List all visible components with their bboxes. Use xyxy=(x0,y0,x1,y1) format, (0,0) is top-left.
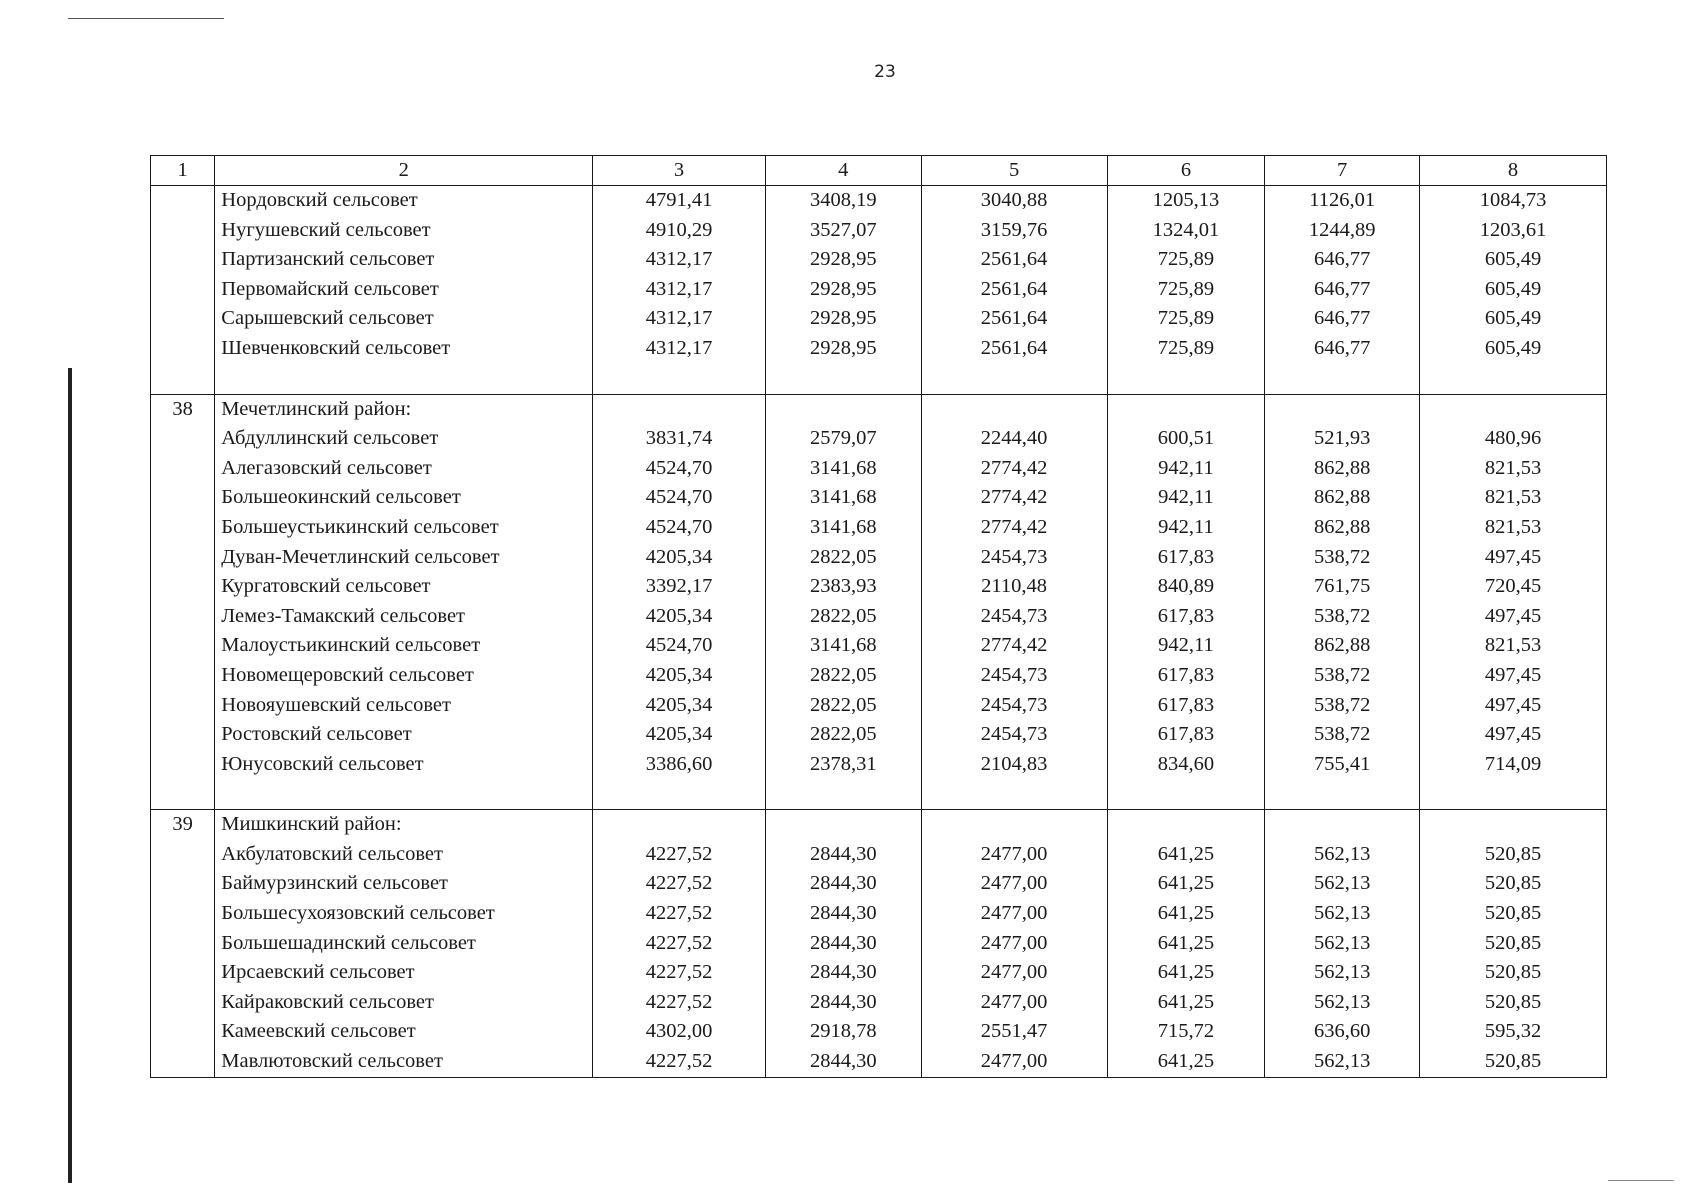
value-col-3: 3392,17 xyxy=(593,572,766,602)
spacer-cell xyxy=(1265,1077,1420,1078)
value-col-8: 497,45 xyxy=(1420,661,1607,691)
value-col-8: 821,53 xyxy=(1420,454,1607,484)
value-col-6: 942,11 xyxy=(1107,513,1265,543)
value-col-7: 1244,89 xyxy=(1265,216,1420,246)
empty-cell xyxy=(921,810,1107,840)
table-row xyxy=(151,572,1607,602)
value-col-3: 3386,60 xyxy=(593,750,766,780)
value-col-7: 562,13 xyxy=(1265,1047,1420,1077)
value-col-3: 4205,34 xyxy=(593,691,766,721)
value-col-5: 2477,00 xyxy=(921,869,1107,899)
value-col-4: 2844,30 xyxy=(765,899,921,929)
value-col-7: 646,77 xyxy=(1265,304,1420,334)
scan-artifact-left-edge xyxy=(68,368,72,1183)
value-col-5: 2774,42 xyxy=(921,483,1107,513)
value-col-5: 2551,47 xyxy=(921,1017,1107,1047)
settlement-name: Кургатовский сельсовет xyxy=(215,572,593,602)
value-col-6: 641,25 xyxy=(1107,958,1265,988)
value-col-3: 4524,70 xyxy=(593,631,766,661)
settlement-name: Алегазовский сельсовет xyxy=(215,454,593,484)
value-col-7: 562,13 xyxy=(1265,929,1420,959)
value-col-8: 605,49 xyxy=(1420,334,1607,364)
value-col-3: 4524,70 xyxy=(593,483,766,513)
spacer-cell xyxy=(1107,364,1265,395)
value-col-6: 617,83 xyxy=(1107,602,1265,632)
header-row xyxy=(151,156,1607,186)
settlement-name: Большеустьикинский сельсовет xyxy=(215,513,593,543)
table-row xyxy=(151,691,1607,721)
table-row xyxy=(151,454,1607,484)
spacer-cell xyxy=(215,779,593,810)
value-col-8: 497,45 xyxy=(1420,691,1607,721)
settlement-name: Камеевский сельсовет xyxy=(215,1017,593,1047)
value-col-8: 520,85 xyxy=(1420,899,1607,929)
spacer-cell xyxy=(1107,1077,1265,1078)
value-col-3: 4312,17 xyxy=(593,245,766,275)
value-col-6: 834,60 xyxy=(1107,750,1265,780)
column-header-3: 3 xyxy=(593,156,766,186)
value-col-6: 715,72 xyxy=(1107,1017,1265,1047)
settlement-name: Партизанский сельсовет xyxy=(215,245,593,275)
settlement-name: Лемез-Тамакский сельсовет xyxy=(215,602,593,632)
value-col-5: 3159,76 xyxy=(921,216,1107,246)
value-col-8: 497,45 xyxy=(1420,720,1607,750)
value-col-3: 4312,17 xyxy=(593,275,766,305)
value-col-8: 720,45 xyxy=(1420,572,1607,602)
table-row xyxy=(151,186,1607,216)
value-col-6: 840,89 xyxy=(1107,572,1265,602)
value-col-6: 942,11 xyxy=(1107,483,1265,513)
table-row xyxy=(151,543,1607,573)
table-row xyxy=(151,720,1607,750)
column-header-1: 1 xyxy=(151,156,215,186)
value-col-3: 4227,52 xyxy=(593,958,766,988)
settlement-name: Абдуллинский сельсовет xyxy=(215,424,593,454)
value-col-6: 641,25 xyxy=(1107,1047,1265,1077)
spacer-cell xyxy=(765,364,921,395)
value-col-3: 4312,17 xyxy=(593,304,766,334)
empty-cell xyxy=(1107,810,1265,840)
value-col-3: 4205,34 xyxy=(593,543,766,573)
value-col-4: 2378,31 xyxy=(765,750,921,780)
value-col-7: 538,72 xyxy=(1265,602,1420,632)
value-col-7: 755,41 xyxy=(1265,750,1420,780)
value-col-5: 2477,00 xyxy=(921,840,1107,870)
spacer-cell xyxy=(921,1077,1107,1078)
table-row xyxy=(151,929,1607,959)
table-row xyxy=(151,513,1607,543)
table-row xyxy=(151,245,1607,275)
spacer-cell xyxy=(1265,364,1420,395)
value-col-7: 538,72 xyxy=(1265,543,1420,573)
value-col-6: 641,25 xyxy=(1107,988,1265,1018)
value-col-8: 520,85 xyxy=(1420,840,1607,870)
value-col-8: 480,96 xyxy=(1420,424,1607,454)
value-col-6: 725,89 xyxy=(1107,245,1265,275)
value-col-3: 4910,29 xyxy=(593,216,766,246)
table-row xyxy=(151,840,1607,870)
value-col-4: 2822,05 xyxy=(765,720,921,750)
table-row xyxy=(151,1047,1607,1077)
spacer-cell xyxy=(1265,779,1420,810)
value-col-5: 2561,64 xyxy=(921,304,1107,334)
value-col-4: 2928,95 xyxy=(765,275,921,305)
table-row xyxy=(151,661,1607,691)
value-col-3: 4302,00 xyxy=(593,1017,766,1047)
settlement-name: Первомайский сельсовет xyxy=(215,275,593,305)
spacer-cell xyxy=(765,779,921,810)
value-col-8: 520,85 xyxy=(1420,958,1607,988)
table-row xyxy=(151,869,1607,899)
spacer-cell xyxy=(1420,779,1607,810)
settlement-name: Кайраковский сельсовет xyxy=(215,988,593,1018)
settlement-name: Юнусовский сельсовет xyxy=(215,750,593,780)
value-col-5: 2110,48 xyxy=(921,572,1107,602)
value-col-8: 714,09 xyxy=(1420,750,1607,780)
column-header-2: 2 xyxy=(215,156,593,186)
value-col-8: 821,53 xyxy=(1420,483,1607,513)
table-header xyxy=(151,156,1607,186)
settlement-name: Большешадинский сельсовет xyxy=(215,929,593,959)
value-col-4: 2822,05 xyxy=(765,691,921,721)
value-col-4: 2822,05 xyxy=(765,602,921,632)
group-index xyxy=(151,186,215,395)
district-title: Мишкинский район: xyxy=(215,810,593,840)
tariff-table xyxy=(150,155,1607,1078)
table-row xyxy=(151,216,1607,246)
value-col-4: 3141,68 xyxy=(765,454,921,484)
value-col-8: 595,32 xyxy=(1420,1017,1607,1047)
empty-cell xyxy=(1420,394,1607,424)
value-col-3: 4227,52 xyxy=(593,899,766,929)
value-col-5: 2454,73 xyxy=(921,661,1107,691)
value-col-4: 2844,30 xyxy=(765,869,921,899)
value-col-7: 538,72 xyxy=(1265,661,1420,691)
value-col-3: 4791,41 xyxy=(593,186,766,216)
value-col-5: 2774,42 xyxy=(921,631,1107,661)
value-col-3: 4227,52 xyxy=(593,988,766,1018)
value-col-5: 2477,00 xyxy=(921,899,1107,929)
settlement-name: Нугушевский сельсовет xyxy=(215,216,593,246)
value-col-7: 1126,01 xyxy=(1265,186,1420,216)
group-title-row xyxy=(151,394,1607,424)
value-col-7: 521,93 xyxy=(1265,424,1420,454)
empty-cell xyxy=(593,810,766,840)
settlement-name: Сарышевский сельсовет xyxy=(215,304,593,334)
value-col-7: 862,88 xyxy=(1265,454,1420,484)
value-col-6: 942,11 xyxy=(1107,631,1265,661)
value-col-7: 761,75 xyxy=(1265,572,1420,602)
spacer-cell xyxy=(215,1077,593,1078)
settlement-name: Баймурзинский сельсовет xyxy=(215,869,593,899)
settlement-name: Большеокинский сельсовет xyxy=(215,483,593,513)
spacer-cell xyxy=(765,1077,921,1078)
empty-cell xyxy=(1420,810,1607,840)
table-row xyxy=(151,483,1607,513)
value-col-5: 2477,00 xyxy=(921,929,1107,959)
value-col-5: 2477,00 xyxy=(921,1047,1107,1077)
value-col-3: 4205,34 xyxy=(593,602,766,632)
table-body xyxy=(151,186,1607,1078)
value-col-8: 520,85 xyxy=(1420,1047,1607,1077)
value-col-8: 497,45 xyxy=(1420,602,1607,632)
group-spacer-row xyxy=(151,779,1607,810)
settlement-name: Большесухоязовский сельсовет xyxy=(215,899,593,929)
value-col-8: 605,49 xyxy=(1420,245,1607,275)
value-col-4: 3527,07 xyxy=(765,216,921,246)
column-header-8: 8 xyxy=(1420,156,1607,186)
value-col-4: 2844,30 xyxy=(765,988,921,1018)
settlement-name: Малоустьикинский сельсовет xyxy=(215,631,593,661)
table-row xyxy=(151,304,1607,334)
settlement-name: Новояушевский сельсовет xyxy=(215,691,593,721)
value-col-5: 2454,73 xyxy=(921,691,1107,721)
value-col-5: 2104,83 xyxy=(921,750,1107,780)
value-col-7: 538,72 xyxy=(1265,691,1420,721)
value-col-7: 646,77 xyxy=(1265,245,1420,275)
settlement-name: Новомещеровский сельсовет xyxy=(215,661,593,691)
value-col-8: 520,85 xyxy=(1420,869,1607,899)
column-header-7: 7 xyxy=(1265,156,1420,186)
value-col-7: 562,13 xyxy=(1265,869,1420,899)
empty-cell xyxy=(765,810,921,840)
value-col-7: 646,77 xyxy=(1265,334,1420,364)
value-col-5: 2477,00 xyxy=(921,988,1107,1018)
value-col-7: 562,13 xyxy=(1265,988,1420,1018)
value-col-8: 821,53 xyxy=(1420,631,1607,661)
value-col-3: 4312,17 xyxy=(593,334,766,364)
empty-cell xyxy=(921,394,1107,424)
group-index: 39 xyxy=(151,810,215,1077)
settlement-name: Ирсаевский сельсовет xyxy=(215,958,593,988)
value-col-6: 725,89 xyxy=(1107,334,1265,364)
value-col-7: 646,77 xyxy=(1265,275,1420,305)
settlement-name: Ростовский сельсовет xyxy=(215,720,593,750)
value-col-4: 2928,95 xyxy=(765,245,921,275)
value-col-3: 4227,52 xyxy=(593,1047,766,1077)
group-index: 38 xyxy=(151,394,215,810)
value-col-4: 2844,30 xyxy=(765,929,921,959)
value-col-5: 2561,64 xyxy=(921,245,1107,275)
value-col-4: 2928,95 xyxy=(765,304,921,334)
value-col-7: 862,88 xyxy=(1265,631,1420,661)
value-col-6: 641,25 xyxy=(1107,929,1265,959)
value-col-7: 636,60 xyxy=(1265,1017,1420,1047)
value-col-4: 3408,19 xyxy=(765,186,921,216)
value-col-8: 605,49 xyxy=(1420,304,1607,334)
spacer-cell xyxy=(921,779,1107,810)
scan-artifact-top xyxy=(68,18,224,19)
value-col-6: 617,83 xyxy=(1107,661,1265,691)
value-col-3: 4524,70 xyxy=(593,513,766,543)
value-col-6: 600,51 xyxy=(1107,424,1265,454)
value-col-6: 617,83 xyxy=(1107,691,1265,721)
spacer-cell xyxy=(1420,1077,1607,1078)
value-col-3: 4227,52 xyxy=(593,929,766,959)
spacer-cell xyxy=(593,1077,766,1078)
value-col-3: 4227,52 xyxy=(593,869,766,899)
value-col-7: 562,13 xyxy=(1265,958,1420,988)
empty-cell xyxy=(1265,810,1420,840)
value-col-6: 942,11 xyxy=(1107,454,1265,484)
table-row xyxy=(151,631,1607,661)
settlement-name: Мавлютовский сельсовет xyxy=(215,1047,593,1077)
spacer-cell xyxy=(215,364,593,395)
value-col-5: 2561,64 xyxy=(921,275,1107,305)
table-row xyxy=(151,958,1607,988)
value-col-4: 2918,78 xyxy=(765,1017,921,1047)
spacer-cell xyxy=(1420,364,1607,395)
value-col-5: 2561,64 xyxy=(921,334,1107,364)
value-col-8: 520,85 xyxy=(1420,929,1607,959)
value-col-7: 538,72 xyxy=(1265,720,1420,750)
scan-artifact-bottom-right xyxy=(1608,1180,1674,1181)
value-col-4: 2822,05 xyxy=(765,543,921,573)
value-col-3: 4524,70 xyxy=(593,454,766,484)
table-row xyxy=(151,750,1607,780)
value-col-6: 641,25 xyxy=(1107,899,1265,929)
value-col-6: 725,89 xyxy=(1107,304,1265,334)
spacer-cell xyxy=(921,364,1107,395)
value-col-4: 2844,30 xyxy=(765,840,921,870)
value-col-6: 617,83 xyxy=(1107,720,1265,750)
settlement-name: Нордовский сельсовет xyxy=(215,186,593,216)
spacer-cell xyxy=(1107,779,1265,810)
group-title-row xyxy=(151,810,1607,840)
value-col-6: 641,25 xyxy=(1107,869,1265,899)
value-col-5: 2477,00 xyxy=(921,958,1107,988)
value-col-4: 3141,68 xyxy=(765,513,921,543)
value-col-8: 1203,61 xyxy=(1420,216,1607,246)
value-col-4: 3141,68 xyxy=(765,631,921,661)
value-col-5: 3040,88 xyxy=(921,186,1107,216)
table-row xyxy=(151,1017,1607,1047)
table-row xyxy=(151,602,1607,632)
column-header-5: 5 xyxy=(921,156,1107,186)
empty-cell xyxy=(765,394,921,424)
value-col-7: 862,88 xyxy=(1265,513,1420,543)
value-col-3: 4205,34 xyxy=(593,720,766,750)
table-row xyxy=(151,899,1607,929)
page-number: 23 xyxy=(874,62,896,82)
value-col-6: 1205,13 xyxy=(1107,186,1265,216)
value-col-6: 641,25 xyxy=(1107,840,1265,870)
value-col-4: 2844,30 xyxy=(765,1047,921,1077)
value-col-3: 4227,52 xyxy=(593,840,766,870)
empty-cell xyxy=(1107,394,1265,424)
value-col-8: 605,49 xyxy=(1420,275,1607,305)
value-col-7: 562,13 xyxy=(1265,899,1420,929)
value-col-5: 2454,73 xyxy=(921,543,1107,573)
empty-cell xyxy=(1265,394,1420,424)
value-col-7: 862,88 xyxy=(1265,483,1420,513)
value-col-4: 3141,68 xyxy=(765,483,921,513)
value-col-8: 1084,73 xyxy=(1420,186,1607,216)
value-col-4: 2579,07 xyxy=(765,424,921,454)
table-row xyxy=(151,988,1607,1018)
table-row xyxy=(151,275,1607,305)
column-header-6: 6 xyxy=(1107,156,1265,186)
empty-cell xyxy=(593,394,766,424)
value-col-3: 3831,74 xyxy=(593,424,766,454)
column-header-4: 4 xyxy=(765,156,921,186)
value-col-7: 562,13 xyxy=(1265,840,1420,870)
value-col-8: 497,45 xyxy=(1420,543,1607,573)
value-col-5: 2244,40 xyxy=(921,424,1107,454)
value-col-6: 1324,01 xyxy=(1107,216,1265,246)
value-col-4: 2928,95 xyxy=(765,334,921,364)
table-row xyxy=(151,334,1607,364)
spacer-cell xyxy=(593,364,766,395)
value-col-8: 520,85 xyxy=(1420,988,1607,1018)
value-col-4: 2822,05 xyxy=(765,661,921,691)
value-col-5: 2774,42 xyxy=(921,513,1107,543)
value-col-5: 2454,73 xyxy=(921,602,1107,632)
value-col-5: 2454,73 xyxy=(921,720,1107,750)
value-col-8: 821,53 xyxy=(1420,513,1607,543)
settlement-name: Акбулатовский сельсовет xyxy=(215,840,593,870)
value-col-6: 617,83 xyxy=(1107,543,1265,573)
value-col-3: 4205,34 xyxy=(593,661,766,691)
table-row xyxy=(151,424,1607,454)
table-end-row xyxy=(151,1077,1607,1078)
district-title: Мечетлинский район: xyxy=(215,394,593,424)
spacer-cell xyxy=(593,779,766,810)
value-col-4: 2844,30 xyxy=(765,958,921,988)
settlement-name: Шевченковский сельсовет xyxy=(215,334,593,364)
group-spacer-row xyxy=(151,364,1607,395)
value-col-5: 2774,42 xyxy=(921,454,1107,484)
settlement-name: Дуван-Мечетлинский сельсовет xyxy=(215,543,593,573)
value-col-6: 725,89 xyxy=(1107,275,1265,305)
value-col-4: 2383,93 xyxy=(765,572,921,602)
